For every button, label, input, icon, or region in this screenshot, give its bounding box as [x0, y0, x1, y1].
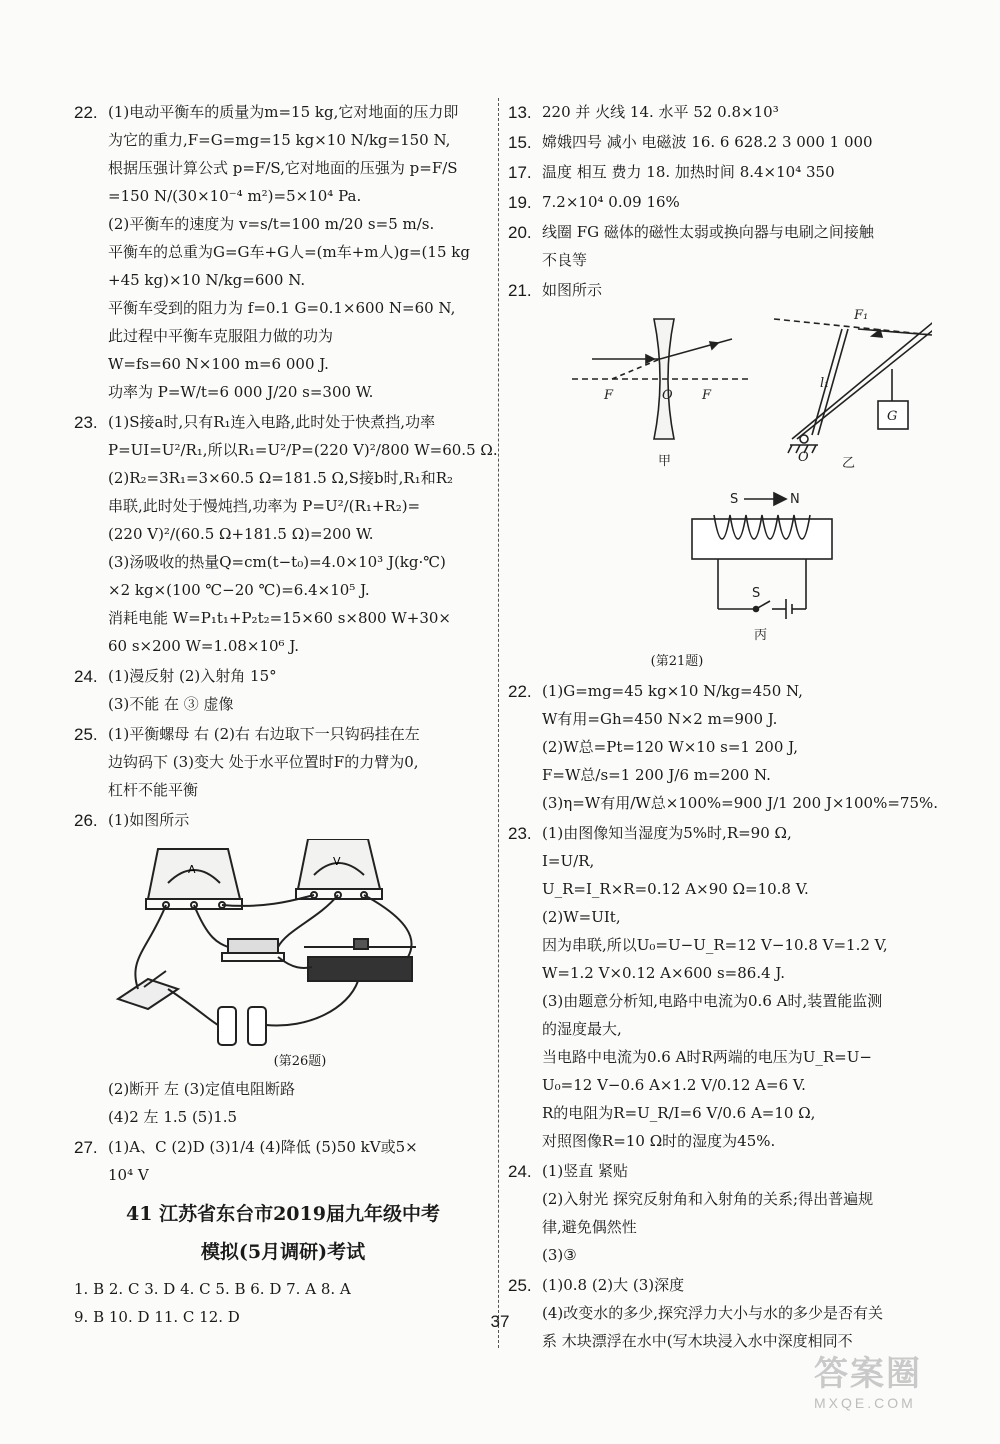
page-number: 37: [490, 1312, 510, 1331]
ammeter-label: A: [188, 863, 196, 876]
optical-center-label: O: [662, 388, 673, 403]
figure-caption: (第21题): [650, 654, 704, 669]
figure-label-bing: 丙: [754, 628, 768, 643]
answer-line: (3)由题意分析知,电路中电流为0.6 A时,装置能监测: [542, 992, 883, 1010]
question-15: [508, 130, 928, 158]
answer-line: 律,避免偶然性: [542, 1218, 637, 1236]
answer-line: 温度 相互 费力 18. 加热时间 8.4×10⁴ 350: [542, 163, 835, 181]
question-number: 23.: [508, 824, 532, 843]
answer-line: 当电路中电流为0.6 A时R两端的电压为U_R=U−: [542, 1048, 872, 1066]
answer-line: 平衡车的总重为G=G车+G人=(m车+m人)g=(15 kg: [108, 243, 470, 261]
answer-line: (1)如图所示: [108, 811, 190, 829]
answer-line: ×2 kg×(100 ℃−20 ℃)=6.4×10⁵ J.: [108, 581, 370, 599]
answer-line: 不良等: [542, 251, 588, 269]
question-number: 23.: [74, 413, 98, 432]
answer-line: 系 木块漂浮在水中(写木块浸入水中深度相同不: [542, 1332, 853, 1350]
focus-label-right: F: [702, 388, 712, 403]
magnet-pole-n: N: [790, 492, 800, 507]
circuit-figure: [108, 839, 492, 1071]
watermark-url: MXQE.COM: [814, 1395, 916, 1411]
answer-line: (4)改变水的多少,探究浮力大小与水的多少是否有关: [542, 1304, 884, 1322]
answer-line: 平衡车受到的阻力为 f=0.1 G=0.1×600 N=60 N,: [108, 299, 456, 317]
answer-line: (3)不能 在 ③ 虚像: [108, 695, 234, 713]
answer-line: +45 kg)×10 N/kg=600 N.: [108, 271, 306, 289]
answer-line: 10⁴ V: [108, 1166, 149, 1184]
question-23-left: [74, 410, 498, 662]
answer-line: 为它的重力,F=G=mg=15 kg×10 N/kg=150 N,: [108, 131, 451, 149]
answer-line: (1)A、C (2)D (3)1/4 (4)降低 (5)50 kV或5×: [108, 1138, 418, 1156]
question-22-left: [74, 100, 492, 408]
answer-line: P=UI=U²/R₁,所以R₁=U²/P=(220 V)²/800 W=60.5 Ω.: [108, 441, 498, 459]
figure-label-jia: 甲: [658, 454, 672, 469]
answer-line: (1)S接a时,只有R₁连入电路,此时处于快煮挡,功率: [108, 413, 436, 431]
circuit-diagram-illustration: [108, 839, 448, 1049]
question-number: 13.: [508, 103, 532, 122]
section-title-line-2: 模拟(5月调研)考试: [200, 1241, 366, 1263]
answer-line: 线圈 FG 磁体的磁性太弱或换向器与电刷之间接触: [542, 223, 874, 241]
answer-line: R的电阻为R=U_R/I=6 V/0.6 A=10 Ω,: [542, 1104, 816, 1122]
answer-line: W=fs=60 N×100 m=6 000 J.: [108, 355, 329, 373]
watermark-text: 答案圈: [814, 1355, 922, 1393]
question-number: 25.: [74, 725, 98, 744]
pivot-label-o: O: [798, 450, 809, 465]
answer-line: (3)汤吸收的热量Q=cm(t−t₀)=4.0×10³ J(kg·℃): [108, 553, 446, 571]
answer-line: (1)0.8 (2)大 (3)深度: [542, 1276, 685, 1294]
question-25-left: [74, 722, 492, 806]
force-label-f1: F₁: [854, 309, 869, 323]
answer-line: 嫦娥四号 减小 电磁波 16. 6 628.2 3 000 1 000: [542, 133, 873, 151]
answer-line: U_R=I_R×R=0.12 A×90 Ω=10.8 V.: [542, 880, 809, 898]
answer-line: 如图所示: [542, 281, 603, 299]
answer-line: 串联,此时处于慢炖挡,功率为 P=U²/(R₁+R₂)=: [108, 497, 421, 515]
mc-line: 1. B 2. C 3. D 4. C 5. B 6. D 7. A 8. A: [74, 1280, 351, 1298]
question-21: [508, 278, 928, 677]
answer-line: U₀=12 V−0.6 A×1.2 V/0.12 A=6 V.: [542, 1076, 806, 1094]
question-27-left: [74, 1135, 492, 1191]
question-22-right: [508, 679, 939, 819]
answer-line: (1)由图像知当湿度为5%时,R=90 Ω,: [542, 824, 792, 842]
question-number: 19.: [508, 193, 532, 212]
answer-line: 消耗电能 W=P₁t₁+P₂t₂=15×60 s×800 W+30×: [108, 609, 452, 627]
right-column: [508, 100, 939, 1359]
answer-line: (220 V)²/(60.5 Ω+181.5 Ω)=200 W.: [108, 525, 374, 543]
answer-line: (1)漫反射 (2)入射角 15°: [108, 667, 277, 685]
answer-line: =150 N/(30×10⁻⁴ m²)=5×10⁴ Pa.: [108, 187, 362, 205]
answer-line: 边钩码下 (3)变大 处于水平位置时F的力臂为0,: [108, 753, 419, 771]
answer-line: (4)2 左 1.5 (5)1.5: [108, 1108, 238, 1126]
answer-line: (3)η=W有用/W总×100%=900 J/1 200 J×100%=75%.: [542, 794, 939, 812]
answer-line: 功率为 P=W/t=6 000 J/20 s=300 W.: [108, 383, 374, 401]
question-number: 26.: [74, 811, 98, 830]
answer-line: (3)③: [542, 1246, 577, 1264]
weight-label-g: G: [887, 409, 898, 424]
answer-line: 7.2×10⁴ 0.09 16%: [542, 193, 680, 211]
question-13: [508, 100, 928, 128]
voltmeter-label: V: [333, 855, 341, 868]
figure-label-yi: 乙: [842, 456, 856, 471]
answer-line: 此过程中平衡车克服阻力做的功为: [108, 327, 334, 345]
left-column: [74, 100, 498, 1333]
figure-caption: (第26题): [273, 1054, 327, 1069]
answer-line: W有用=Gh=450 N×2 m=900 J.: [542, 710, 778, 728]
focus-label-left: F: [604, 388, 614, 403]
magnet-pole-s: S: [730, 492, 739, 507]
question-number: 17.: [508, 163, 532, 182]
answer-line: 的湿度最大,: [542, 1020, 622, 1038]
answer-line: (2)R₂=3R₁=3×60.5 Ω=181.5 Ω,S接b时,R₁和R₂: [108, 469, 454, 487]
answer-line: (1)电动平衡车的质量为m=15 kg,它对地面的压力即: [108, 103, 459, 121]
answer-line: 根据压强计算公式 p=F/S,它对地面的压强为 p=F/S: [108, 159, 458, 177]
answer-line: 220 并 火线 14. 水平 52 0.8×10³: [542, 103, 779, 121]
question-number: 25.: [508, 1276, 532, 1295]
question-number: 22.: [508, 682, 532, 701]
answer-line: (2)入射光 探究反射角和入射角的关系;得出普遍规: [542, 1190, 874, 1208]
mc-line: 9. B 10. D 11. C 12. D: [74, 1308, 240, 1326]
section-title-line-1: 41 江苏省东台市2019届九年级中考: [126, 1203, 440, 1225]
answer-line: (2)W=UIt,: [542, 908, 621, 926]
answer-line: 杠杆不能平衡: [108, 781, 199, 799]
optics-figures: [542, 309, 932, 671]
question-24-left: [74, 664, 492, 720]
optics-and-lever-diagram: [542, 309, 932, 649]
question-24-right: [508, 1159, 928, 1271]
question-number: 20.: [508, 223, 532, 242]
question-26-left: [74, 808, 492, 1133]
answer-line: 因为串联,所以U₀=U−U_R=12 V−10.8 V=1.2 V,: [542, 936, 888, 954]
answer-line: I=U/R,: [542, 852, 595, 870]
question-number: 22.: [74, 103, 98, 122]
answer-line: (1)G=mg=45 kg×10 N/kg=450 N,: [542, 682, 803, 700]
question-20: [508, 220, 928, 276]
question-number: 15.: [508, 133, 532, 152]
column-divider: [498, 98, 499, 1348]
answer-line: 60 s×200 W=1.08×10⁶ J.: [108, 637, 299, 655]
question-17: [508, 160, 928, 188]
question-23-right: [508, 821, 928, 1157]
question-number: 27.: [74, 1138, 98, 1157]
question-number: 24.: [508, 1162, 532, 1181]
arm-label-l1: l₁: [820, 376, 830, 391]
answer-line: (2)W总=Pt=120 W×10 s=1 200 J,: [542, 738, 799, 756]
question-number: 24.: [74, 667, 98, 686]
answer-line: (2)平衡车的速度为 v=s/t=100 m/20 s=5 m/s.: [108, 215, 435, 233]
answer-line: 对照图像R=10 Ω时的湿度为45%.: [542, 1132, 776, 1150]
question-number: 21.: [508, 281, 532, 300]
answer-line: W=1.2 V×0.12 A×600 s=86.4 J.: [542, 964, 786, 982]
answer-line: (2)断开 左 (3)定值电阻断路: [108, 1080, 296, 1098]
watermark-logo: [814, 1346, 974, 1426]
answer-line: (1)平衡螺母 右 (2)右 右边取下一只钩码挂在左: [108, 725, 420, 743]
answer-line: F=W总/s=1 200 J/6 m=200 N.: [542, 766, 771, 784]
switch-label-s: S: [752, 586, 761, 601]
question-19: [508, 190, 928, 218]
answer-line: (1)竖直 紧贴: [542, 1162, 629, 1180]
